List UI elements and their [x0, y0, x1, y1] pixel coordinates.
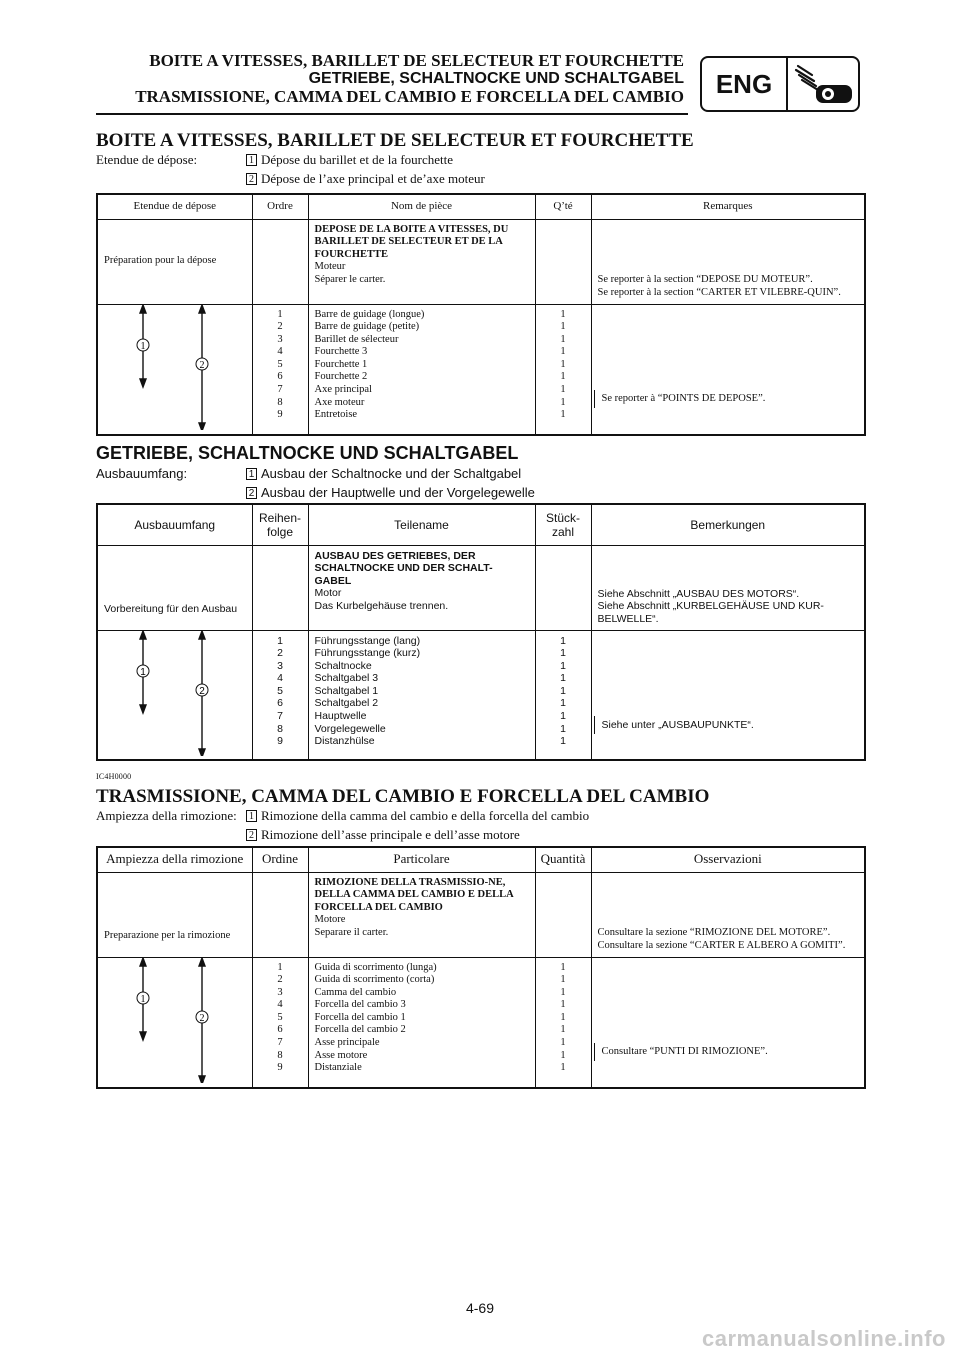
table-cell-text: Rimozione dell’asse principale e dell’asse motore: [261, 827, 520, 842]
table-cell-text: Fourchette 2: [314, 371, 368, 383]
table-cell-text: Consultare la sezione “RIMOZIONE DEL MOTORE”.: [597, 927, 831, 939]
table-cell-text: 1: [560, 1037, 566, 1049]
table-cell-text: Dépose de l’axe principal et de’axe moteur: [261, 171, 485, 186]
table-cell-text: Guida di scorrimento (corta): [314, 974, 435, 986]
table-cell-text: 1: [277, 961, 283, 973]
table-cell-text: 3: [277, 659, 283, 672]
table-cell-text: Distanziale: [314, 1062, 362, 1074]
removal-table-fr: [96, 193, 866, 436]
page-header: [96, 52, 684, 106]
table-row-preparation: [97, 545, 865, 630]
table-cell-text: 6: [277, 371, 283, 383]
table-cell-text: 1: [277, 634, 283, 647]
table-cell-text: DEPOSE DE LA BOITE A VITESSES, DU BARILLET DE SELECTEUR ET DE LA FOURCHETTE: [314, 223, 509, 260]
table-cell-text: 1: [560, 735, 566, 748]
table-cell-text: Forcella del cambio 1: [314, 1011, 406, 1023]
table-cell-text: 1: [560, 961, 566, 973]
table-cell-text: 8: [277, 722, 283, 735]
table-cell-text: 8: [277, 396, 283, 408]
table-cell-text: 1: [560, 358, 566, 370]
table-cell-text: Distanzhülse: [314, 735, 375, 748]
table-cell-text: Camma del cambio: [314, 986, 397, 998]
table-cell-text: Barillet de sélecteur: [314, 333, 399, 345]
parts-remark: Se reporter à “POINTS DE DEPOSE”.: [592, 393, 865, 406]
table-cell-text: Asse motore: [314, 1049, 368, 1061]
table-cell-text: Fourchette 3: [314, 346, 368, 358]
table-header-row: [97, 847, 865, 872]
table-cell-text: Schaltgabel 2: [314, 697, 379, 710]
table-cell-text: 1: [560, 710, 566, 723]
table-cell-text: 9: [277, 735, 283, 748]
table-header-row: [97, 194, 865, 219]
table-row-parts: [97, 630, 865, 760]
range-row: [96, 466, 864, 485]
table-cell-text: 1: [560, 384, 566, 396]
section-badge: [700, 56, 860, 112]
table-cell-text: 1: [560, 722, 566, 735]
table-cell-text: 7: [277, 1037, 283, 1049]
table-cell-text: 1: [560, 999, 566, 1011]
table-cell-text: Fourchette 1: [314, 358, 368, 370]
section-it: [96, 786, 864, 1074]
section-title-fr: BOITE A VITESSES, BARILLET DE SELECTEUR ET FOURCHETTE: [96, 130, 694, 151]
table-cell-text: Rimozione della camma del cambio e della forcella del cambio: [261, 808, 590, 823]
table-cell-text: Etendue de dépose: [97, 194, 252, 219]
table-cell-text: Axe moteur: [314, 396, 365, 408]
table-cell-text: Teilename: [308, 504, 535, 545]
table-row-preparation: [97, 219, 865, 304]
table-cell-text: 1: [560, 321, 566, 333]
parts-remark: Consultare “PUNTI DI RIMOZIONE”.: [592, 1046, 865, 1059]
table-cell-text: 1: [560, 1024, 566, 1036]
table-cell-text: Führungsstange (kurz): [314, 647, 421, 660]
table-cell-text: 1: [560, 346, 566, 358]
table-cell-text: Guida di scorrimento (lunga): [314, 961, 437, 973]
table-cell-text: AUSBAU DES GETRIEBES, DER SCHALTNOCKE UND DER SCHALT-GABEL: [314, 549, 493, 587]
table-cell-text: 9: [277, 409, 283, 421]
table-cell-text: 1: [560, 308, 566, 320]
table-cell-text: Ordre: [252, 194, 308, 219]
table-cell-text: 5: [277, 684, 283, 697]
range-row: [96, 485, 864, 504]
table-cell-text: 1: [560, 1011, 566, 1023]
table-cell-text: Remarques: [591, 194, 865, 219]
circled-number-1: 1: [246, 468, 257, 480]
table-cell-text: Bemerkungen: [591, 504, 865, 545]
circled-number-1: 1: [246, 154, 257, 166]
table-cell-text: Ampiezza della rimozione: [97, 847, 252, 872]
removal-range-diagram: [97, 630, 252, 760]
section-de: [96, 443, 864, 748]
table-cell-text: Schaltgabel 1: [314, 684, 379, 697]
table-cell-text: 4: [277, 672, 283, 685]
header-rule: [96, 113, 688, 115]
table-cell-text: 1: [560, 409, 566, 421]
header-title-it: TRASMISSIONE, CAMMA DEL CAMBIO E FORCELLA DEL CAMBIO: [135, 87, 684, 106]
circle-label-1: 1: [140, 340, 146, 352]
section-fr: [96, 130, 864, 421]
section-title-it: TRASMISSIONE, CAMMA DEL CAMBIO E FORCELLA DEL CAMBIO: [96, 786, 710, 807]
table-cell-text: 9: [277, 1062, 283, 1074]
table-cell-text: Forcella del cambio 2: [314, 1024, 406, 1036]
table-cell-text: Préparation pour la dépose: [104, 255, 217, 267]
removal-table-it: [96, 846, 866, 1089]
table-cell-text: 1: [560, 1049, 566, 1061]
table-cell-text: Forcella del cambio 3: [314, 999, 406, 1011]
range-item: [246, 827, 520, 843]
table-cell-text: Separare il carter.: [314, 926, 389, 938]
table-cell-text: 1: [560, 974, 566, 986]
section-title-de: GETRIEBE, SCHALTNOCKE UND SCHALTGABEL: [96, 443, 519, 463]
table-cell-text: 3: [277, 986, 283, 998]
engine-icon: [788, 58, 858, 110]
badge-label: ENG: [702, 58, 788, 110]
range-label: Ausbauumfang:: [96, 466, 188, 481]
table-cell-text: Hauptwelle: [314, 710, 367, 723]
circled-number-2: 2: [246, 829, 257, 841]
parts-remark: Siehe unter „AUSBAUPUNKTE“.: [592, 719, 865, 732]
circle-label-1: 1: [140, 993, 146, 1005]
removal-range-diagram: [97, 304, 252, 435]
range-row: [96, 808, 864, 827]
table-row-parts: [97, 957, 865, 1088]
page-number: 4-69: [465, 1300, 495, 1316]
table-cell-text: Motore: [314, 914, 346, 926]
table-cell-text: 8: [277, 1049, 283, 1061]
table-cell-text: Stück-zahl: [535, 504, 591, 545]
table-cell-text: 6: [277, 1024, 283, 1036]
table-cell-text: 1: [560, 684, 566, 697]
table-cell-text: 1: [560, 697, 566, 710]
range-item: [246, 466, 521, 481]
table-cell-text: Siehe Abschnitt „AUSBAU DES MOTORS“.: [597, 587, 800, 600]
header-title-de: GETRIEBE, SCHALTNOCKE UND SCHALTGABEL: [308, 70, 684, 87]
table-cell-text: Moteur: [314, 261, 346, 273]
table-cell-text: 1: [560, 1062, 566, 1074]
table-cell-text: 2: [277, 974, 283, 986]
range-item: [246, 152, 453, 168]
table-cell-text: Motor: [314, 587, 342, 600]
table-row-preparation: [97, 872, 865, 957]
table-cell-text: Vorgelegewelle: [314, 722, 386, 735]
table-cell-text: 1: [277, 308, 283, 320]
header-title-fr: BOITE A VITESSES, BARILLET DE SELECTEUR ET FOURCHETTE: [149, 51, 684, 70]
table-cell-text: Barre de guidage (petite): [314, 321, 420, 333]
table-cell-text: 1: [560, 333, 566, 345]
range-row: [96, 827, 864, 846]
section-code: IC4H0000: [96, 772, 132, 781]
range-item: [246, 485, 535, 500]
table-cell-text: Führungsstange (lang): [314, 634, 421, 647]
table-cell-text: 1: [560, 647, 566, 660]
range-row: [96, 152, 864, 171]
table-cell-text: Schaltgabel 3: [314, 672, 379, 685]
table-cell-text: Barre de guidage (longue): [314, 308, 425, 320]
table-cell-text: 1: [560, 986, 566, 998]
table-cell-text: Siehe Abschnitt „KURBELGEHÄUSE UND KUR-BELWELLE“.: [597, 600, 824, 625]
table-cell-text: 6: [277, 697, 283, 710]
table-cell-text: Se reporter à la section “DEPOSE DU MOTEUR”.: [597, 274, 813, 286]
circle-label-2: 2: [199, 1012, 205, 1024]
table-cell-text: Dépose du barillet et de la fourchette: [261, 152, 454, 167]
range-item: [246, 808, 589, 824]
range-label: Etendue de dépose:: [96, 152, 198, 167]
table-cell-text: Ausbauumfang: [97, 504, 252, 545]
table-cell-text: 1: [560, 634, 566, 647]
table-header-row: [97, 504, 865, 545]
table-cell-text: 1: [560, 672, 566, 685]
table-cell-text: 1: [560, 371, 566, 383]
table-cell-text: Ausbau der Schaltnocke und der Schaltgabel: [261, 466, 522, 481]
table-cell-text: Asse principale: [314, 1037, 380, 1049]
table-cell-text: 7: [277, 384, 283, 396]
circle-label-2: 2: [199, 359, 205, 371]
table-cell-text: 1: [560, 659, 566, 672]
table-cell-text: Vorbereitung für den Ausbau: [104, 602, 238, 615]
circle-label-2: 2: [199, 685, 205, 697]
watermark: carmanualsonline.info: [702, 1326, 946, 1351]
table-cell-text: Q’té: [535, 194, 591, 219]
table-cell-text: RIMOZIONE DELLA TRASMISSIO-NE, DELLA CAMMA DEL CAMBIO E DELLA FORCELLA DEL CAMBIO: [314, 876, 514, 913]
removal-range-diagram: [97, 957, 252, 1088]
table-cell-text: 4: [277, 346, 283, 358]
table-cell-text: 4: [277, 999, 283, 1011]
range-row: [96, 171, 864, 190]
circle-label-1: 1: [140, 666, 146, 678]
table-row-parts: [97, 304, 865, 435]
table-cell-text: Ausbau der Hauptwelle und der Vorgelegewelle: [261, 485, 535, 500]
table-cell-text: Das Kurbelgehäuse trennen.: [314, 599, 449, 612]
table-cell-text: 7: [277, 710, 283, 723]
table-cell-text: 2: [277, 321, 283, 333]
table-cell-text: Axe principal: [314, 384, 372, 396]
table-cell-text: Reihen-folge: [252, 504, 308, 545]
table-cell-text: 2: [277, 647, 283, 660]
table-cell-text: Quantità: [535, 847, 591, 872]
table-cell-text: Nom de pièce: [308, 194, 535, 219]
table-cell-text: Particolare: [308, 847, 535, 872]
circled-number-1: 1: [246, 810, 257, 822]
table-cell-text: Osservazioni: [591, 847, 865, 872]
table-cell-text: Séparer le carter.: [314, 273, 386, 285]
removal-table-de: [96, 503, 866, 761]
table-cell-text: 5: [277, 358, 283, 370]
table-cell-text: 5: [277, 1011, 283, 1023]
circled-number-2: 2: [246, 487, 257, 499]
table-cell-text: 1: [560, 396, 566, 408]
range-label: Ampiezza della rimozione:: [96, 808, 237, 823]
table-cell-text: Preparazione per la rimozione: [104, 929, 231, 941]
table-cell-text: Entretoise: [314, 409, 358, 421]
table-cell-text: Consultare la sezione “CARTER E ALBERO A GOMITI”.: [597, 939, 846, 951]
table-cell-text: 3: [277, 333, 283, 345]
circled-number-2: 2: [246, 173, 257, 185]
table-cell-text: Ordine: [252, 847, 308, 872]
table-cell-text: Se reporter à la section “CARTER ET VILEBRE-QUIN”.: [597, 286, 841, 298]
table-cell-text: Schaltnocke: [314, 659, 372, 672]
range-item: [246, 171, 485, 187]
